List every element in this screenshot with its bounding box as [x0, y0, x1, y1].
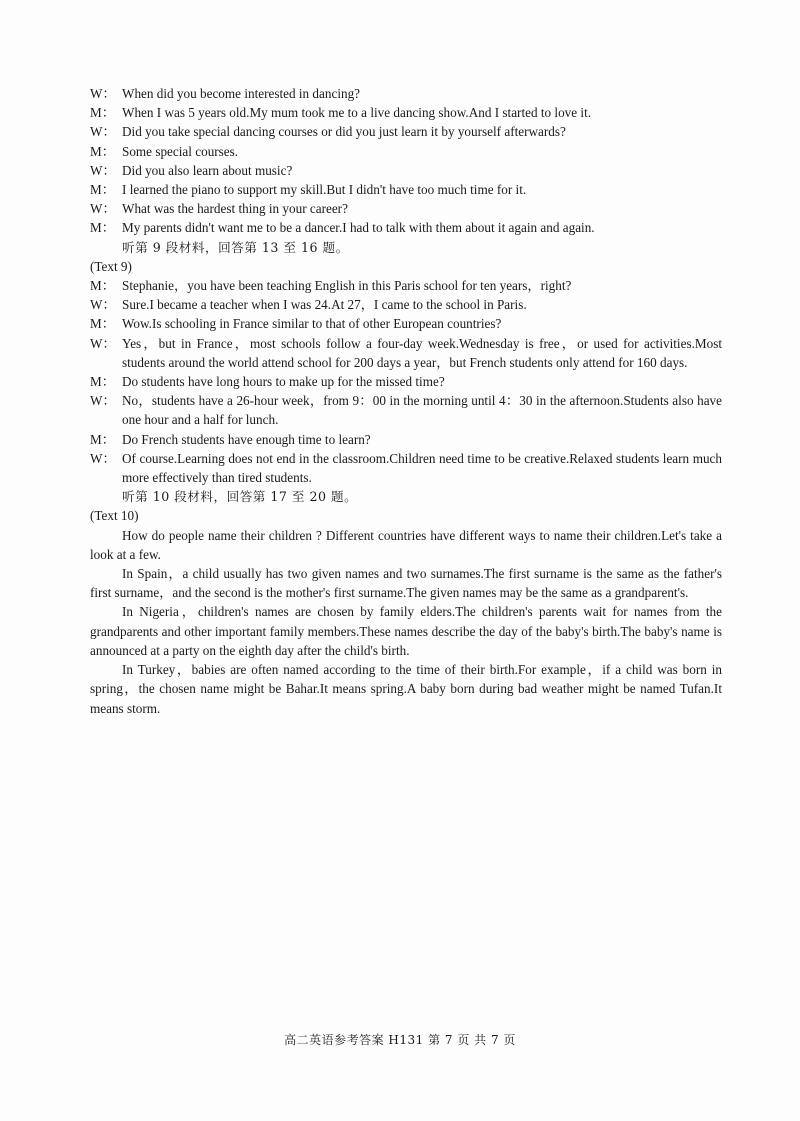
dialogue-text: Some special courses. — [122, 143, 239, 159]
paragraph: In Nigeria，children's names are chosen by family elders.The children's parents wait for names from the grandparents and other important family members.These names describe the day of the baby's birth.The baby's name is announced at a party on the eighth day after the child's birth. — [90, 604, 722, 658]
dialogue-line — [90, 391, 722, 429]
dialogue-text: Wow.Is schooling in France similar to that of other European countries? — [122, 316, 502, 332]
dialogue-text: When did you become interested in dancing? — [122, 86, 361, 101]
speaker-label: M： — [90, 143, 115, 159]
paragraph: How do people name their children ? Different countries have different ways to name their children.Let's take a look at a few. — [90, 527, 722, 562]
speaker-label: M： — [90, 374, 115, 390]
dialogue-section-8 — [90, 84, 722, 238]
speaker-label: W： — [90, 450, 116, 466]
section-heading-text-9: (Text 9) — [90, 258, 132, 274]
dialogue-section-9 — [90, 276, 722, 487]
dialogue-text: When I was 5 years old.My mum took me to a live dancing show.And I started to love it. — [122, 105, 592, 121]
paragraph: In Turkey，babies are often named according to the time of their birth.For example，if a child was born in spring，the chosen name might be Bahar.It means spring.A baby born during bad weather might be named Tufan.It means storm. — [90, 662, 722, 716]
dialogue-text: Of course.Learning does not end in the classroom.Children need time to be creative.Relaxed students learn much more effectively than tired students. — [122, 450, 722, 486]
monologue-section-10 — [90, 526, 722, 718]
speaker-label: W： — [90, 297, 116, 313]
dialogue-text: What was the hardest thing in your career? — [122, 201, 348, 217]
speaker-label: M： — [90, 105, 115, 121]
dialogue-text: Do French students have enough time to learn? — [122, 431, 371, 447]
dialogue-line — [90, 314, 722, 333]
page-content — [90, 84, 722, 718]
speaker-label: W： — [90, 201, 116, 217]
dialogue-text: Stephanie，you have been teaching English in this Paris school for ten years，right? — [122, 278, 572, 294]
dialogue-line — [90, 199, 722, 218]
dialogue-line — [90, 122, 722, 141]
dialogue-line — [90, 161, 722, 180]
speaker-label: M： — [90, 182, 115, 198]
dialogue-text: Yes，but in France，most schools follow a four-day week.Wednesday is free，or used for activities.Most students around the world attend school for 200 days a year，but French students only attend for 160 days. — [122, 335, 722, 370]
dialogue-line — [90, 218, 722, 237]
dialogue-line — [90, 449, 722, 487]
dialogue-line — [90, 276, 722, 295]
dialogue-line — [90, 180, 722, 199]
instruction-text-10: 听第 10 段材料，回答第 17 至 20 题。 — [122, 489, 358, 505]
dialogue-line — [90, 372, 722, 391]
speaker-label: W： — [90, 393, 116, 409]
dialogue-line — [90, 295, 722, 314]
dialogue-line — [90, 142, 722, 161]
page-footer: 高二英语参考答案 H131 第 7 页 共 7 页 — [284, 1033, 516, 1047]
dialogue-line — [90, 334, 722, 372]
dialogue-line — [90, 84, 722, 103]
speaker-label: M： — [90, 316, 115, 332]
dialogue-text: Did you take special dancing courses or did you just learn it by yourself afterwards? — [122, 124, 566, 140]
speaker-label: M： — [90, 278, 115, 294]
dialogue-text: Sure.I became a teacher when I was 24.At 27，I came to the school in Paris. — [122, 297, 527, 313]
dialogue-text: Do students have long hours to make up for the missed time? — [122, 374, 445, 390]
dialogue-line — [90, 430, 722, 449]
paragraph: In Spain，a child usually has two given names and two surnames.The first surname is the same as the father's first surname，and the second is the mother's first surname.The given names may be the same as a grandparent's. — [90, 566, 722, 601]
dialogue-text: I learned the piano to support my skill.But I didn't have too much time for it. — [122, 182, 527, 198]
dialogue-text: Did you also learn about music? — [122, 162, 293, 178]
instruction-text-9: 听第 9 段材料，回答第 13 至 16 题。 — [122, 239, 349, 255]
dialogue-text: No，students have a 26-hour week，from 9：00 in the morning until 4：30 in the afternoon.Students also have one hour and a half for lunch. — [122, 393, 722, 428]
speaker-label: W： — [90, 124, 116, 140]
speaker-label: W： — [90, 86, 116, 101]
speaker-label: W： — [90, 335, 116, 351]
dialogue-text: My parents didn't want me to be a dancer.I had to talk with them about it again and again. — [122, 220, 595, 236]
speaker-label: M： — [90, 220, 115, 236]
section-heading-text-10: (Text 10) — [90, 508, 139, 524]
speaker-label: W： — [90, 162, 116, 178]
speaker-label: M： — [90, 431, 115, 447]
dialogue-line — [90, 103, 722, 122]
